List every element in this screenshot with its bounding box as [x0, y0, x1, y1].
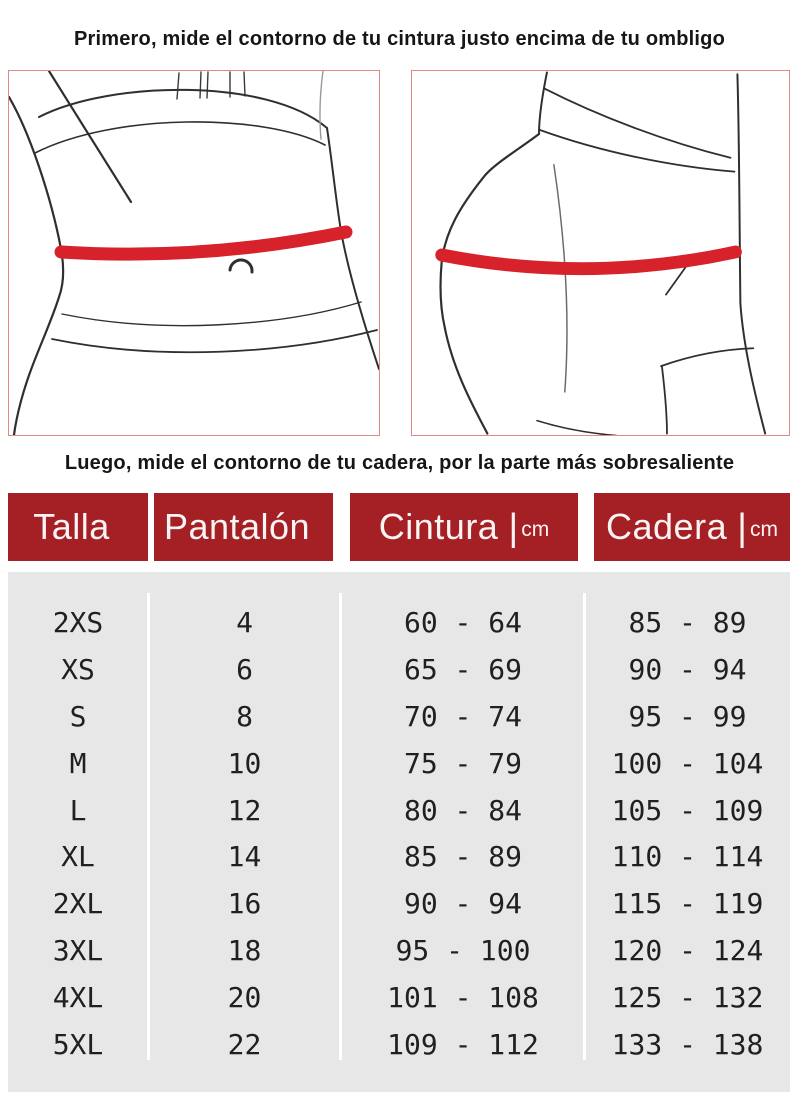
pant-cell: 12: [227, 793, 262, 827]
waist-cell: 101 - 108: [387, 981, 539, 1015]
table-row: [8, 599, 790, 646]
pant-waistband-lower-line: [52, 330, 377, 352]
waist-measuring-tape-line: [61, 232, 346, 254]
waist-cell: 65 - 69: [403, 652, 522, 686]
hip-cell: 95 - 99: [628, 699, 747, 733]
hip-cell: 125 - 132: [611, 981, 764, 1015]
navel-icon: [230, 260, 252, 272]
unit-separator: |: [508, 506, 519, 549]
back-contour-line: [539, 72, 547, 134]
waistband-upper-line: [544, 88, 731, 157]
pant-cell: 22: [227, 1027, 262, 1061]
hip-cell: 133 - 138: [611, 1027, 764, 1061]
size-cell: 4XL: [52, 981, 104, 1015]
waist-cell: 95 - 100: [395, 934, 531, 968]
column-header-label: Cintura: [378, 506, 499, 547]
waist-instruction-text: Primero, mide el contorno de tu cintura justo encima de tu ombligo: [73, 28, 726, 50]
thigh-seam-line: [554, 165, 567, 392]
hip-cell: 85 - 89: [628, 605, 747, 639]
pant-cell: 8: [236, 699, 253, 733]
pant-cell: 20: [227, 981, 262, 1015]
hip-cell: 100 - 104: [611, 746, 764, 780]
pocket-seam-line: [666, 267, 686, 295]
size-cell: XS: [61, 652, 95, 686]
unit-label: cm: [749, 518, 778, 541]
column-header-cintura: [350, 493, 578, 561]
hip-cell: 115 - 119: [611, 887, 764, 921]
table-row: [8, 833, 790, 880]
column-header-label: Pantalón: [163, 506, 311, 547]
hip-side-illustration: [412, 71, 789, 435]
waist-cell: 80 - 84: [403, 793, 522, 827]
size-cell: 3XL: [52, 934, 104, 968]
waist-cell: 70 - 74: [403, 699, 522, 733]
waist-cell: 85 - 89: [403, 840, 522, 874]
bra-band-lower-line: [35, 122, 325, 153]
table-row: [8, 646, 790, 693]
pant-cell: 14: [227, 840, 262, 874]
waist-cell: 75 - 79: [403, 746, 522, 780]
table-row: [8, 740, 790, 787]
front-leg-line: [737, 74, 765, 433]
size-table-body: [8, 572, 790, 1092]
size-cell: 5XL: [52, 1027, 104, 1061]
right-arm-line: [320, 71, 323, 139]
inseam-line: [662, 367, 667, 433]
table-row: [8, 974, 790, 1021]
right-body-contour: [327, 128, 379, 369]
size-cell: 2XS: [52, 605, 104, 639]
table-row: [8, 880, 790, 927]
hip-cell: 120 - 124: [611, 934, 764, 968]
pant-cell: 10: [227, 746, 262, 780]
column-header-label: Cadera: [606, 506, 728, 547]
hip-cell: 105 - 109: [611, 793, 764, 827]
size-cell: S: [69, 699, 87, 733]
size-cell: L: [69, 793, 87, 827]
column-header-pantalon: [154, 493, 333, 561]
hip-measuring-tape-line: [442, 252, 736, 269]
pant-cell: 4: [236, 605, 253, 639]
bra-closure-ticks: [177, 72, 245, 99]
short-hem-line: [661, 348, 753, 366]
waist-cell: 90 - 94: [403, 887, 522, 921]
bottom-curve-line: [537, 421, 616, 435]
table-row: [8, 1021, 790, 1068]
unit-separator: |: [737, 506, 747, 549]
hip-cell: 110 - 114: [611, 840, 764, 874]
waist-front-figure-box: [8, 70, 380, 436]
hip-instruction-text: Luego, mide el contorno de tu cadera, por la parte más sobresaliente: [64, 452, 735, 474]
pant-waistband-upper-line: [62, 302, 361, 326]
waist-cell: 60 - 64: [403, 605, 522, 639]
waist-front-illustration: [9, 71, 379, 435]
table-row: [8, 927, 790, 974]
waist-cell: 109 - 112: [387, 1027, 539, 1061]
left-body-contour: [9, 97, 63, 435]
size-cell: M: [69, 746, 87, 780]
pant-cell: 18: [227, 934, 262, 968]
pant-cell: 6: [236, 652, 253, 686]
pant-cell: 16: [227, 887, 262, 921]
size-cell: XL: [61, 840, 95, 874]
table-row: [8, 693, 790, 740]
column-header-label: Talla: [33, 506, 110, 547]
hip-cell: 90 - 94: [628, 652, 747, 686]
table-row: [8, 787, 790, 834]
column-header-talla: [8, 493, 148, 561]
size-cell: 2XL: [52, 887, 104, 921]
unit-label: cm: [521, 518, 550, 541]
buttock-contour-line: [441, 134, 539, 434]
bra-strap-line: [49, 71, 131, 202]
size-table-rows: [8, 599, 790, 1068]
column-header-cadera: [594, 493, 790, 561]
hip-side-figure-box: [411, 70, 790, 436]
